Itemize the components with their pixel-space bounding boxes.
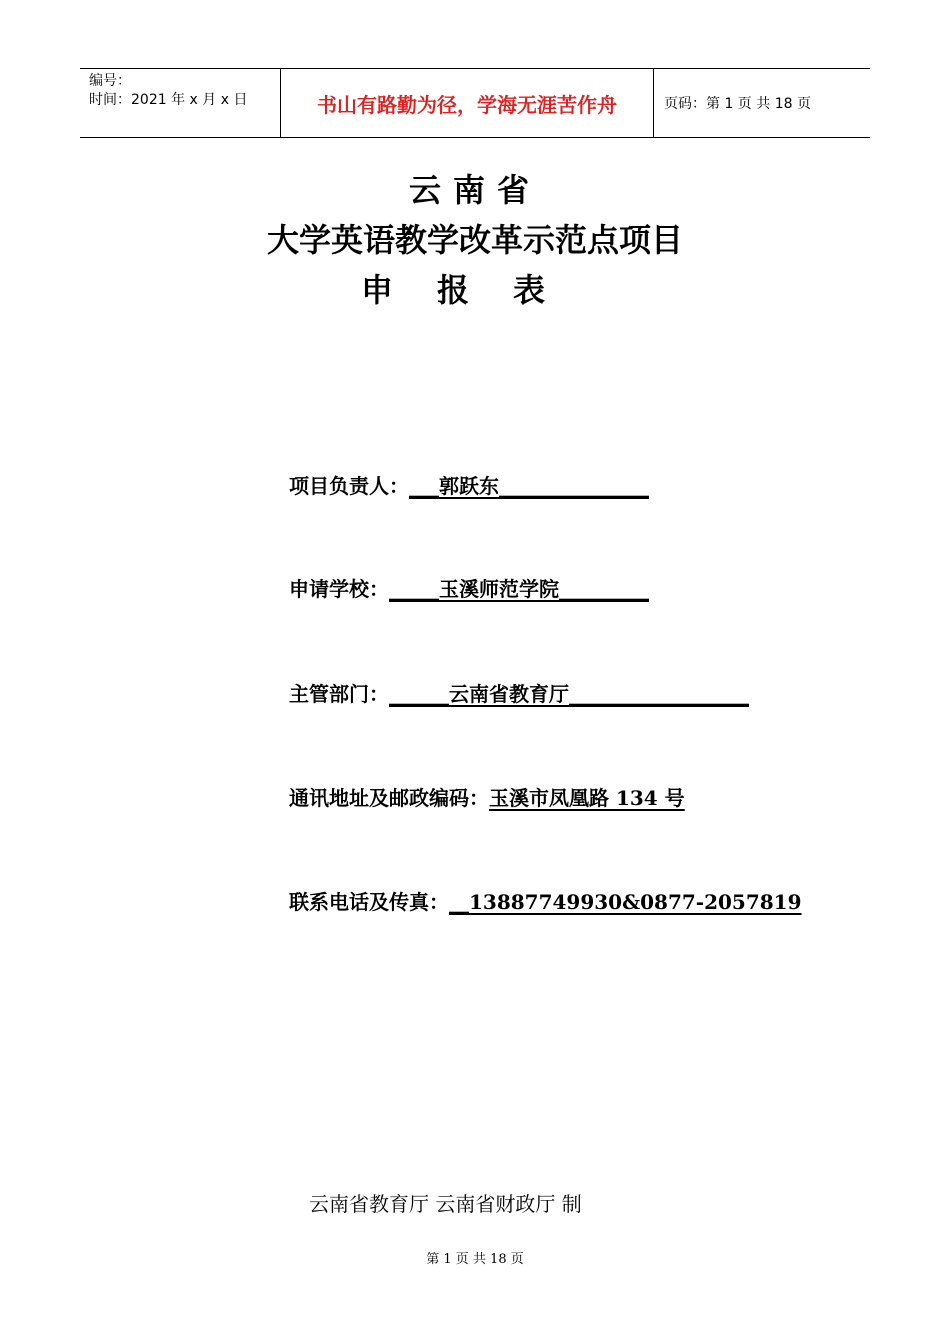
field-value: ___郭跃东_______________ [409, 474, 649, 498]
field-school [289, 573, 649, 602]
field-value: ______云南省教育厅__________________ [389, 682, 749, 706]
title-project: 大学英语教学改革示范点项目 [266, 221, 683, 259]
field-label: 项目负责人： [289, 474, 409, 498]
motto: 书山有路勤为径，学海无涯苦作舟 [281, 69, 654, 137]
field-phone-fax [289, 886, 802, 915]
time-label: 时间：2021 年 x 月 x 日 [89, 92, 248, 108]
number-label: 编号： [89, 73, 131, 89]
header-table [80, 68, 870, 138]
page-number: 第 1 页 共 18 页 [426, 1252, 524, 1267]
field-label: 主管部门： [289, 682, 389, 706]
title-form: 申报表 [360, 271, 589, 309]
field-value: 玉溪市凤凰路 134 号 [489, 786, 685, 810]
field-value: _____玉溪师范学院_________ [389, 577, 649, 601]
field-value: __13887749930&0877-2057819 [449, 890, 802, 914]
field-label: 联系电话及传真： [289, 890, 449, 914]
field-address [289, 782, 685, 811]
page-info: 页码：第 1 页 共 18 页 [664, 96, 811, 112]
field-label: 申请学校： [289, 577, 389, 601]
field-department [289, 678, 749, 707]
header-meta-cell [80, 69, 281, 137]
field-label: 通讯地址及邮政编码： [289, 786, 489, 810]
footer-organizations: 云南省教育厅 云南省财政厅 制 [309, 1192, 582, 1216]
field-project-leader [289, 470, 649, 499]
title-province: 云南省 [408, 171, 541, 209]
